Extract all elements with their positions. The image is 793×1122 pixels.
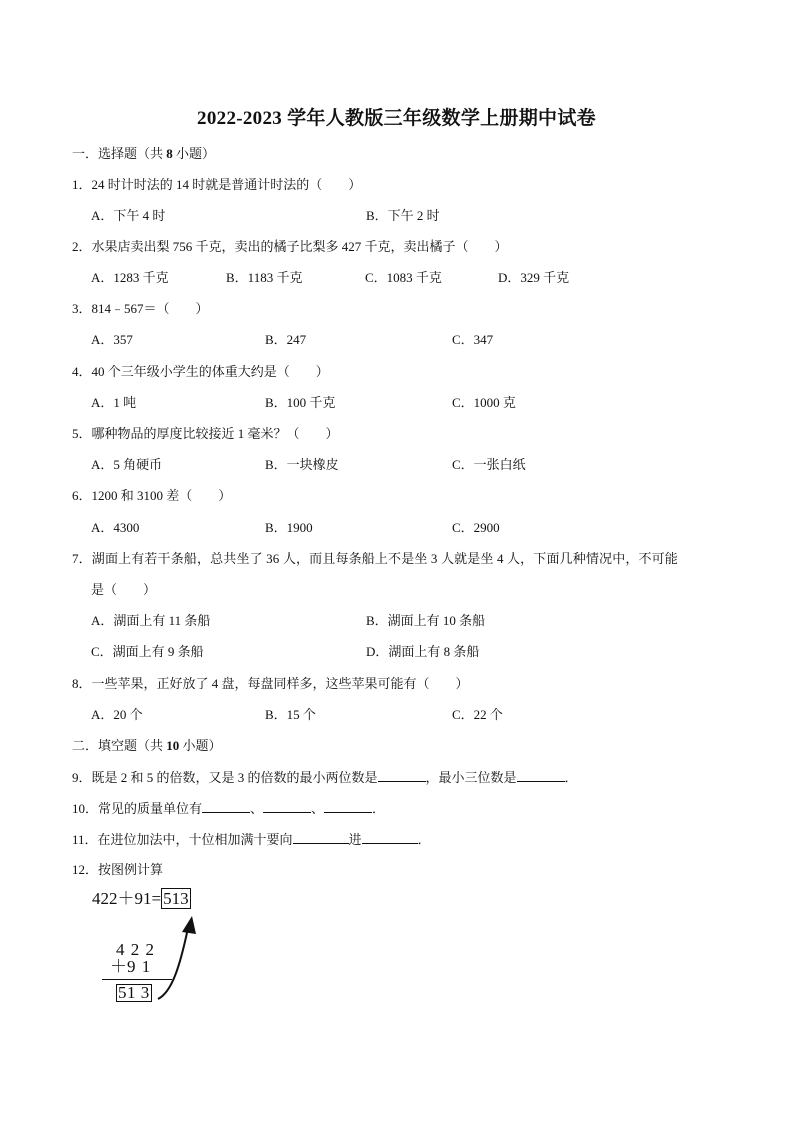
answer-blank[interactable] <box>202 799 250 813</box>
q4-option-a[interactable]: A．1 吨 <box>91 395 137 410</box>
q5-option-c[interactable]: C．一张白纸 <box>452 457 526 472</box>
question-count: 8 <box>166 146 173 161</box>
result-box: 513 <box>163 889 189 908</box>
q2-option-d[interactable]: D．329 千克 <box>498 270 570 285</box>
question-7-continued: 是（ ） <box>91 582 157 597</box>
question-count: 10 <box>166 738 180 753</box>
question-8: 8．一些苹果，正好放了 4 盘，每盘同样多，这些苹果可能有（ ） <box>72 676 469 691</box>
question-7: 7．湖面上有若干条船，总共坐了 36 人，而且每条船上不是坐 3 人就是坐 4 人，下面几种情况中，不可能 <box>72 551 678 566</box>
q5-option-a[interactable]: A．5 角硬币 <box>91 457 163 472</box>
answer-blank[interactable] <box>324 799 372 813</box>
equation-line: 422＋91= 513 <box>92 889 189 908</box>
q6-option-a[interactable]: A．4300 <box>91 520 140 535</box>
q7-option-b[interactable]: B．湖面上有 10 条船 <box>366 613 486 628</box>
question-9: 9．既是 2 和 5 的倍数，又是 3 的倍数的最小两位数是 ，最小三位数是 ． <box>72 770 578 785</box>
q7-option-a[interactable]: A．湖面上有 11 条船 <box>91 613 211 628</box>
q8-option-b[interactable]: B．15 个 <box>265 707 316 722</box>
q2-option-c[interactable]: C．1083 千克 <box>365 270 442 285</box>
q2-option-a[interactable]: A．1283 千克 <box>91 270 169 285</box>
question-10: 10．常见的质量单位有 、 、 ． <box>72 801 386 816</box>
bottom-addend-line: ＋9 1 <box>110 957 152 976</box>
question-12: 12．按图例计算 <box>72 862 164 877</box>
q8-option-a[interactable]: A．20 个 <box>91 707 143 722</box>
q4-option-c[interactable]: C．1000 克 <box>452 395 516 410</box>
page-title: 2022-2023 学年人教版三年级数学上册期中试卷 <box>197 108 596 129</box>
answer-blank[interactable] <box>517 768 565 782</box>
question-11: 11．在进位加法中，十位相加满十要向 进 ． <box>72 832 431 847</box>
question-2: 2．水果店卖出梨 756 千克，卖出的橘子比梨多 427 千克，卖出橘子（ ） <box>72 239 508 254</box>
question-6: 6．1200 和 3100 差（ ） <box>72 488 232 503</box>
q3-option-b[interactable]: B．247 <box>265 332 307 347</box>
q2-option-b[interactable]: B．1183 千克 <box>226 270 303 285</box>
answer-blank[interactable] <box>362 830 418 844</box>
q6-option-b[interactable]: B．1900 <box>265 520 313 535</box>
q1-option-b[interactable]: B．下午 2 时 <box>366 208 440 223</box>
q5-option-b[interactable]: B．一块橡皮 <box>265 457 339 472</box>
q4-option-b[interactable]: B．100 千克 <box>265 395 336 410</box>
question-5: 5．哪种物品的厚度比较接近 1 毫米？（ ） <box>72 426 339 441</box>
q3-option-c[interactable]: C．347 <box>452 332 494 347</box>
answer-blank[interactable] <box>378 768 426 782</box>
top-addend: 4 2 2 <box>116 940 155 959</box>
q6-option-c[interactable]: C．2900 <box>452 520 500 535</box>
q7-option-d[interactable]: D．湖面上有 8 条船 <box>366 644 480 659</box>
addition-example-figure <box>88 886 213 1011</box>
carry-arrow-icon <box>88 886 213 1011</box>
answer-blank[interactable] <box>293 830 349 844</box>
q3-option-a[interactable]: A．357 <box>91 332 133 347</box>
q7-option-c[interactable]: C．湖面上有 9 条船 <box>91 644 204 659</box>
section-heading-fill: 二．填空题（共 10 小题） <box>72 738 222 753</box>
q8-option-c[interactable]: C．22 个 <box>452 707 503 722</box>
answer-blank[interactable] <box>263 799 311 813</box>
q1-option-a[interactable]: A．下午 4 时 <box>91 208 166 223</box>
section-heading-choice: 一．选择题（共 8 小题） <box>72 146 216 161</box>
sum-box: 51 3 <box>118 983 150 1002</box>
question-3: 3．814﹣567＝（ ） <box>72 301 209 316</box>
question-4: 4．40 个三年级小学生的体重大约是（ ） <box>72 364 329 379</box>
question-1: 1．24 时计时法的 14 时就是普通计时法的（ ） <box>72 177 362 192</box>
